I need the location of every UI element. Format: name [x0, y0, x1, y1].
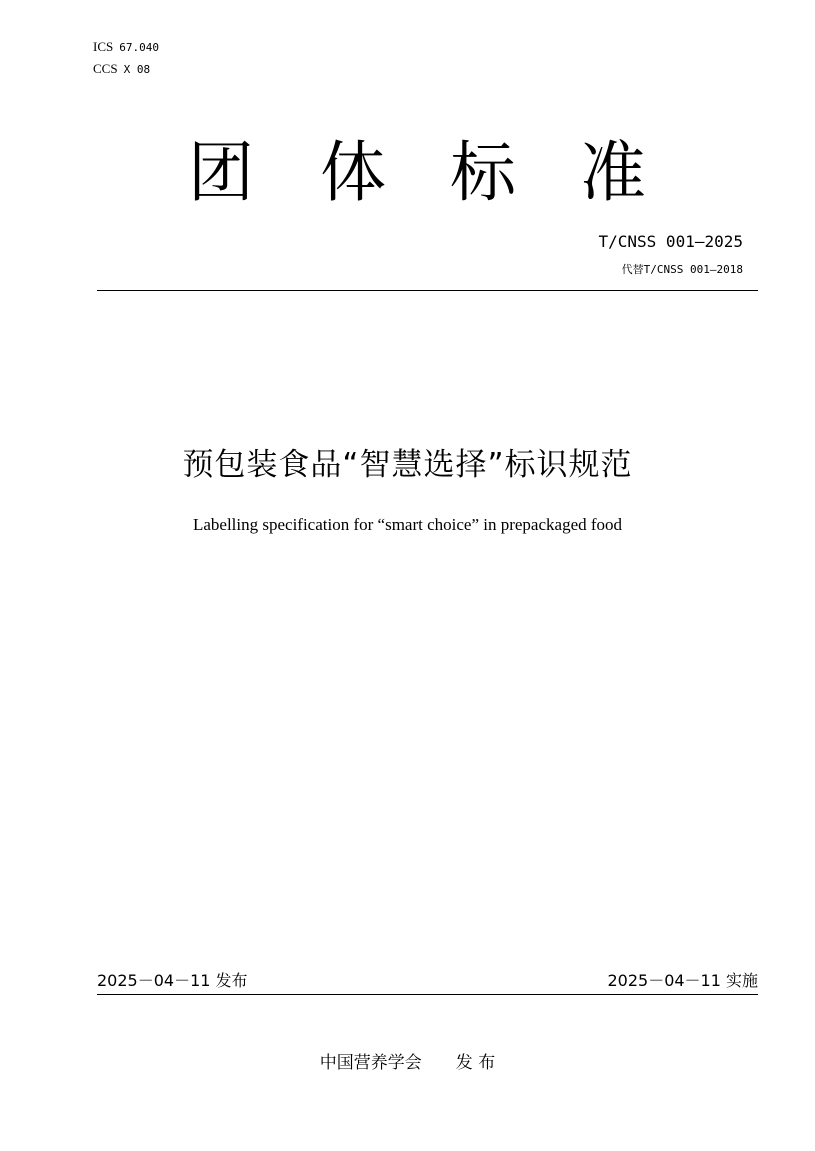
- ccs-label: CCS: [93, 61, 118, 76]
- replaces-code: T/CNSS 001—2018: [643, 263, 743, 276]
- ccs-code: [93, 62, 150, 77]
- ics-code: [93, 40, 159, 55]
- publisher-line: [0, 1052, 815, 1074]
- replaces-prefix: 代替: [621, 263, 644, 276]
- header-divider: [97, 290, 758, 291]
- title-char-3: 标: [450, 134, 516, 211]
- ics-label: ICS: [93, 39, 114, 54]
- replaces-standard: [622, 262, 743, 278]
- publisher-name: 中国营养学会: [319, 1053, 422, 1073]
- implement-date: 2025－04－11 实施: [607, 971, 758, 990]
- standard-type-title: [0, 128, 815, 218]
- standard-number: T/CNSS 001—2025: [598, 232, 743, 251]
- document-title-zh: 预包装食品“智慧选择”标识规范: [182, 447, 633, 483]
- title-char-1: 团: [188, 134, 254, 211]
- ics-value: 67.040: [119, 41, 159, 54]
- title-char-4: 准: [580, 134, 646, 211]
- document-title-en: Labelling specification for “smart choice” in prepackaged food: [192, 515, 623, 534]
- publish-action: 发 布: [455, 1053, 496, 1073]
- ccs-value: X 08: [123, 63, 151, 76]
- issue-date: 2025－04－11 发布: [97, 971, 248, 990]
- title-char-2: 体: [320, 134, 386, 211]
- footer-divider: [97, 994, 758, 995]
